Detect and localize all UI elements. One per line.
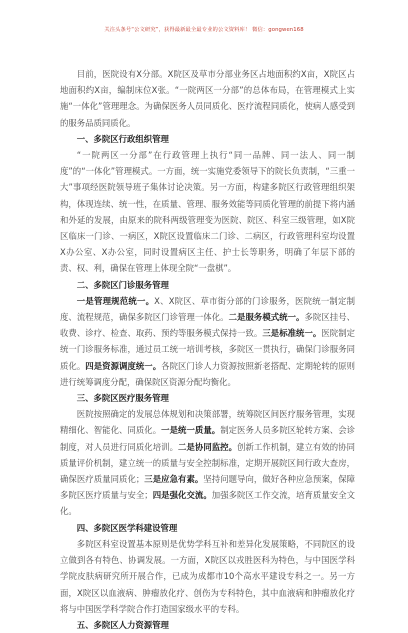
text-span: 医院按照确定的发展总体规划和决策部署，统筹院区间医疗服务管理，实现精细化、智能化、同质化。 (60, 409, 355, 436)
paragraph-medical (60, 406, 355, 519)
text-span: 多院区挂号、收费、诊疗、检查、取药、预约等服务模式保持一致。 (60, 312, 356, 339)
bold-lead: 一是管理规范统一。 (76, 295, 155, 306)
bold-lead: 二是服务模式统一。 (228, 312, 305, 323)
paragraph-intro: 目前，医院设有X分部。X院区及草市分部业务区占地面积约X亩，X院区占地面积约X亩，编制床位X张。“一院两区一分部”的总体布局，在管理模式上实施“一体化”管理理念。为确保医务人员同质化、医疗流程同质化，使病人感受到的服务品质同质化。 (60, 69, 355, 128)
document-body (60, 66, 355, 633)
bold-lead: 二是协同监控。 (178, 441, 238, 452)
banner-text[interactable]: 关注头条号“公文研究”，获得最新最全最专业的公文资料库！ 微信：gongwen168 (104, 27, 304, 33)
section-heading-4: 四、多院区医学科建设管理 (76, 522, 178, 533)
text-span: X、X院区、草市街分部的门诊服务，医院统一制定制度、流程规范，确保多院区门诊管理一体化。 (60, 295, 355, 323)
text-span: 坚持问题导向，做好各种应急预案，保障多院区医疗质量与安全； (60, 474, 356, 501)
bold-lead: 四是强化交流。 (152, 490, 212, 501)
section-heading-2: 二、多院区门诊服务管理 (76, 279, 169, 290)
bold-lead: 一是统一质量。 (161, 425, 221, 436)
bold-lead: 三是标准统一。 (262, 328, 322, 339)
section-heading-1: 一、多院区行政组织管理 (76, 133, 169, 144)
text-span: 创新工作机制，建立有效的协同质量评价机制，建立统一的质量与安全控制标准，定期开展院区间行政大查房，确保医疗质量同质化； (60, 441, 356, 485)
text-span: 医院制定统一门诊服务标准，通过员工统一培训考核，多院区一贯执行，确保门诊服务同质化。 (60, 328, 356, 371)
text-span: 各院区门诊人力资源按照新老搭配、定期轮转的原则进行统筹调度分配，确保院区资源分配均衡化。 (60, 360, 356, 387)
paragraph-discipline: 多院区科室设置基本原则是优势学科互补和差异化发展策略，不同院区的设立做到各有特色、协调发展。一方面，X院区以戎胜医科为特色，与中国医学科学院皮肤病研究所开展合作，已成为成都市10个高水平建设专科之一。另一方面，X院区以血液病、肿瘤放化疗、创伤为专科特色，其中血液病和肿瘤放化疗将与中国医学科学院合作打造国家级水平的专科。 (60, 538, 355, 614)
text-span: 加强多院区工作交流，培育质量安全文化。 (60, 490, 356, 517)
paragraph-admin: “一院两区一分部”在行政管理上执行“同一品牌、同一法人、同一制度”的“一体化”管理模式。一方面，统一实施党委领导下的院长负责制，“三重一大”事项经医院领导班子集体讨论决策。另一方面，构建多院区行政管理组织架构，体现连续、统一性，在质量、管理、服务效能等同质化管理的前提下将内涵和外延的发展，由原来的院科两级管理变为医院、院区、科室三级管理，如X院区临床一门诊、一病区，X院区设置临床二门诊、二病区，行政管理科室均设置X办公室、X办公室，同时设置病区主任、护士长等职务，明确了年层下部的责、权、利，确保在管理上体现全院“一盘棋”。 (60, 150, 355, 274)
section-heading-3: 三、多院区医疗服务管理 (76, 393, 169, 404)
paragraph-outpatient (60, 293, 355, 390)
bold-lead: 四是资源调度统一。 (85, 360, 162, 371)
section-heading-5: 五、多院区人力资源管理 (76, 619, 169, 630)
bold-lead: 三是应急有素。 (144, 474, 204, 485)
header-banner (0, 0, 408, 66)
text-span: 制定医务人员多院区轮转方案、会诊制度，对人员进行同质化培训。 (60, 425, 356, 452)
